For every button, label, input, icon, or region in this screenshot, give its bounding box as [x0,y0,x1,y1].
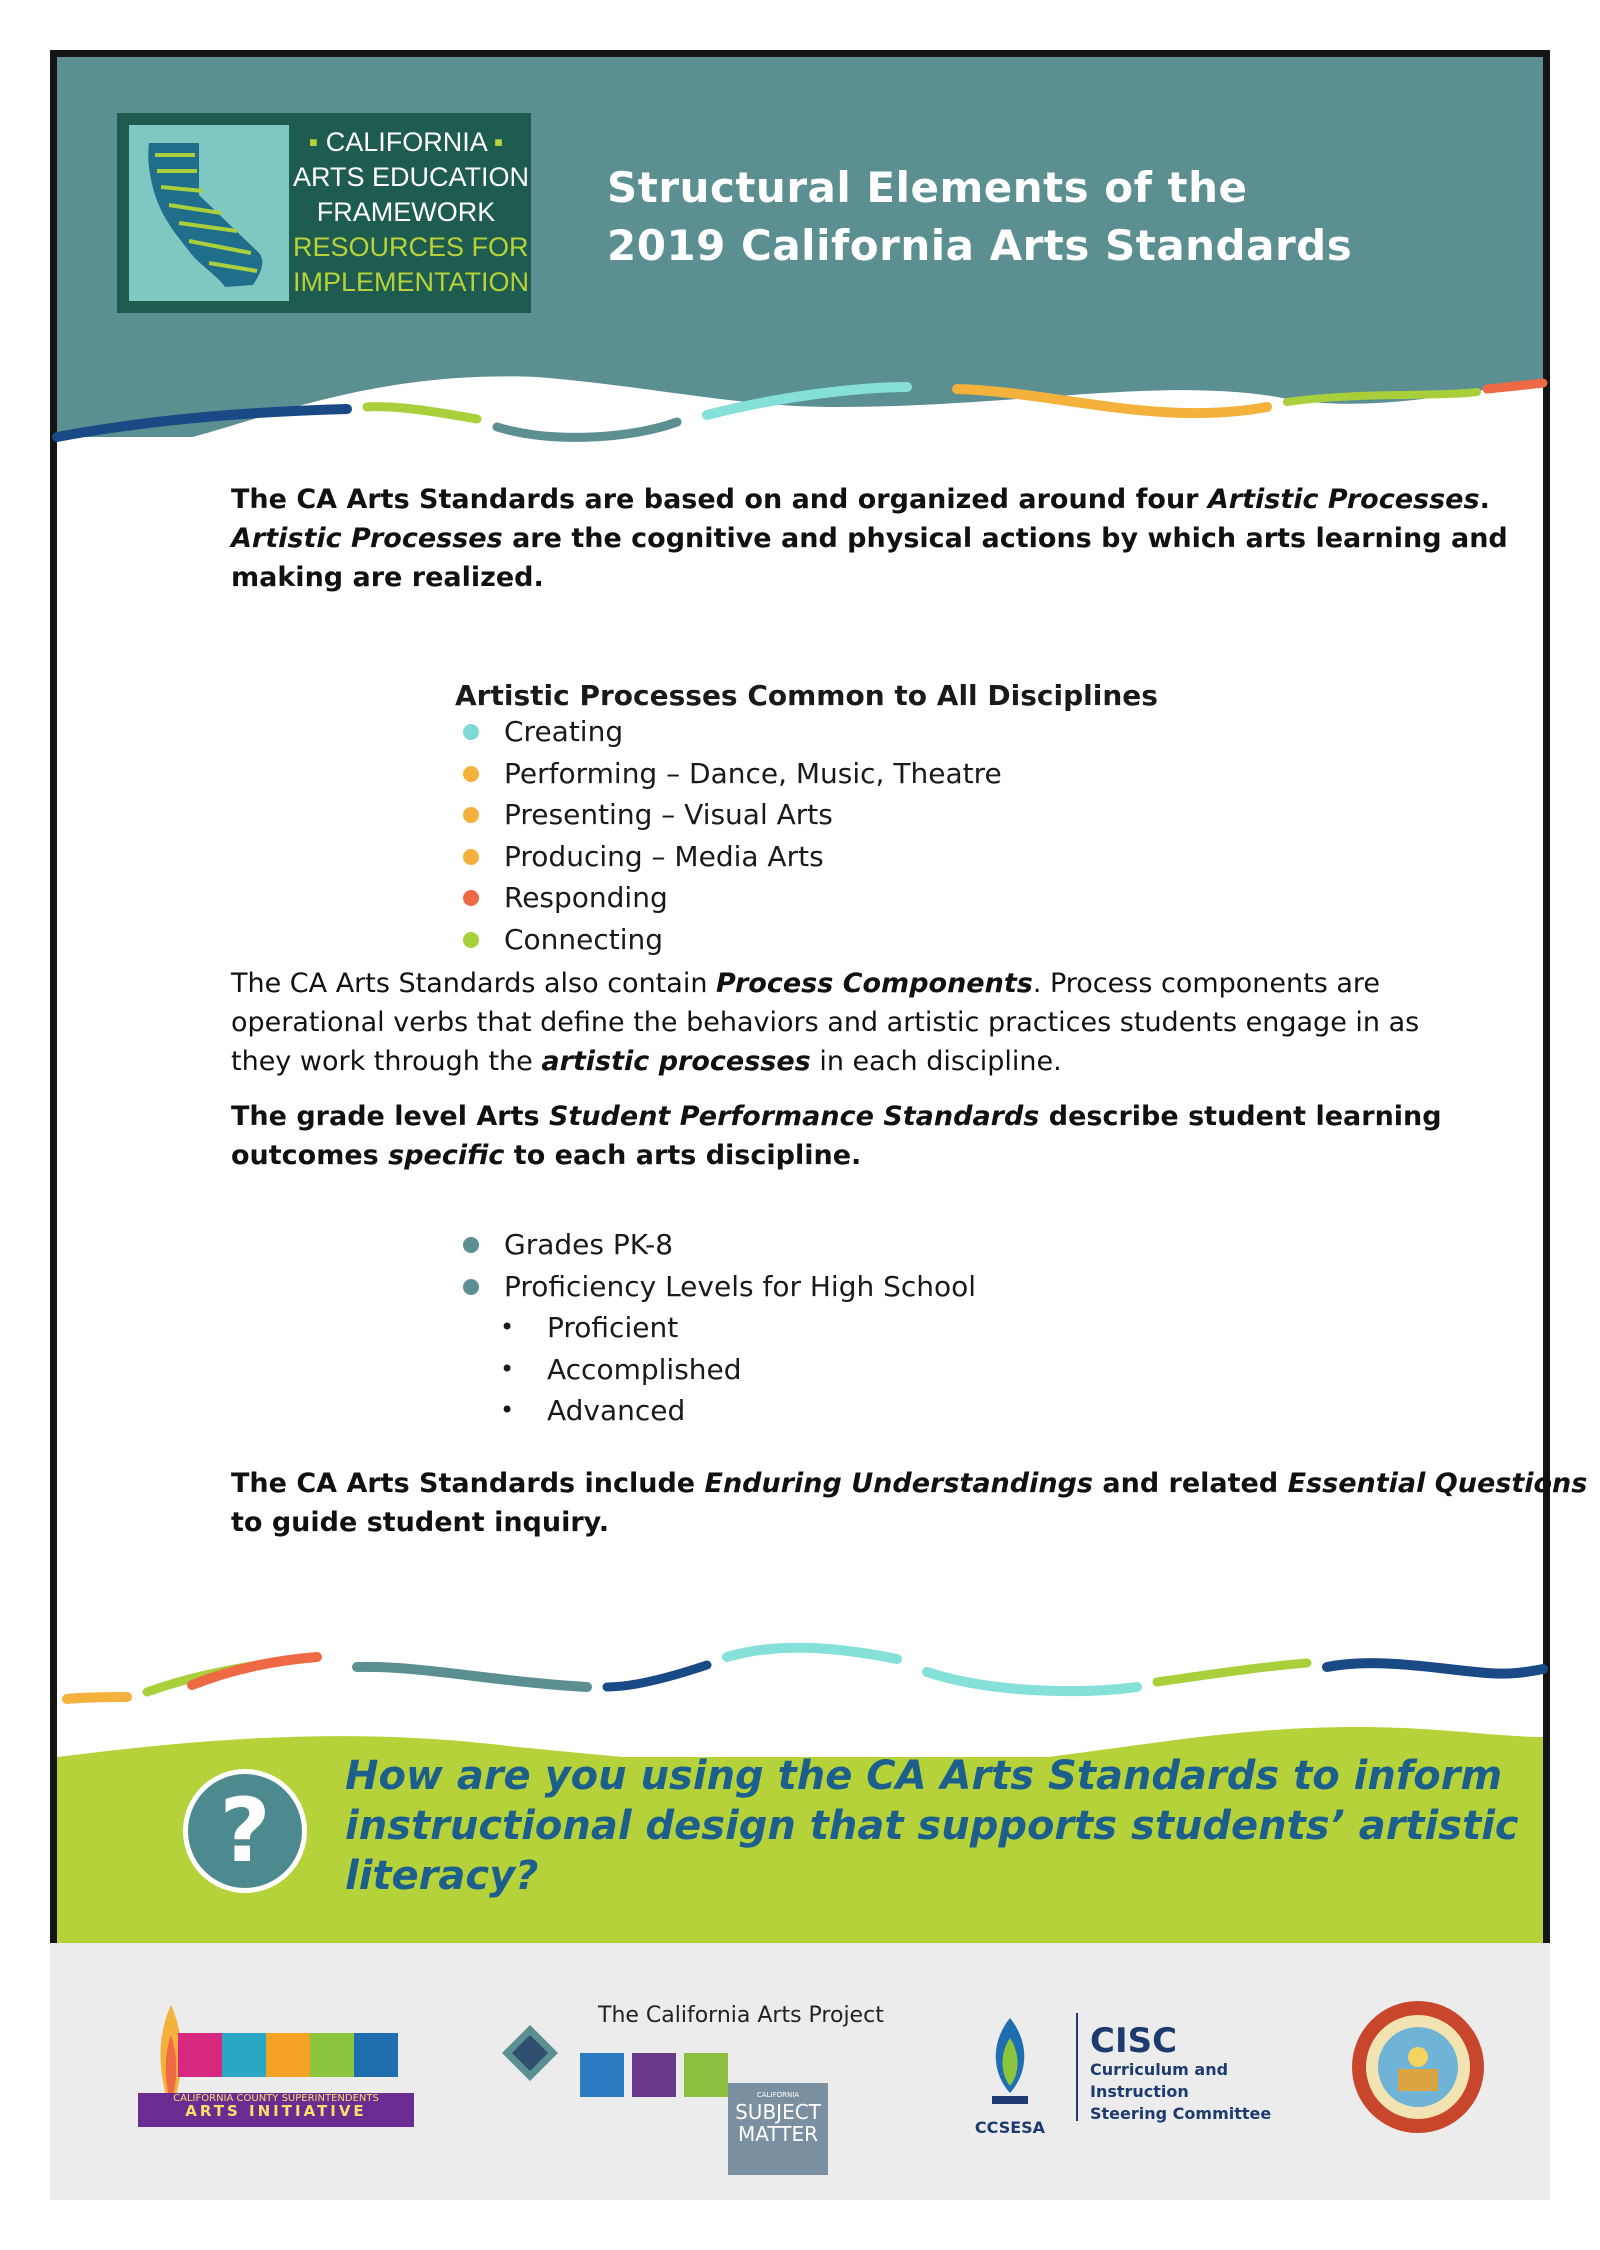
reflection-question [345,1751,1519,1901]
page-title-line-1: Structural Elements of the [607,163,1248,212]
process-label: Producing – Media Arts [504,839,824,873]
bullet-dot [463,724,479,740]
process-label: Creating [504,715,624,748]
components-text-3: operational verbs that define the behaviors and artistic practices students engage in as [231,1007,1420,1038]
performance-text-3: outcomes [231,1140,389,1171]
components-text-2: . Process components are [1032,968,1381,999]
square [178,2033,222,2077]
list-item [500,1390,742,1432]
level-label: Advanced [547,1394,686,1427]
logo-line-1: CALIFORNIA [325,127,487,157]
california-map-icon [129,125,289,301]
performance-term-2: specific [388,1140,505,1171]
theatre-icon [684,2053,728,2097]
list-item [500,1349,742,1391]
logo-line-3: FRAMEWORK [316,197,496,227]
bullet-icon: • [500,1396,515,1424]
bullet-dot [463,1237,479,1253]
list-item [457,1266,976,1308]
components-term-1: Process Components [716,968,1033,999]
performance-text-4: to each arts discipline. [504,1140,862,1171]
arts-initiative-small: CALIFORNIA COUNTY SUPERINTENDENTS [173,2093,379,2104]
bullet-dot [463,849,479,865]
dance-icon [632,2053,676,2097]
footer [50,1943,1550,2200]
bullet-icon: • [500,1354,515,1383]
torch-icon [980,2018,1040,2113]
level-label: Accomplished [547,1352,742,1386]
state-seal-icon [1350,1999,1486,2135]
subject-matter-line-1: SUBJECT [735,2100,821,2124]
components-text-4: they work through the [231,1046,542,1077]
enduring-text-2: and related [1092,1468,1288,1499]
subject-matter-badge [728,2083,828,2175]
enduring-text-1: The CA Arts Standards include [231,1468,705,1499]
intro-term-2: Artistic Processes [231,523,503,554]
intro-text-2: . [1479,484,1490,515]
list-item [500,1307,742,1349]
list-item [457,919,1002,961]
intro-text-4: making are realized. [231,562,544,593]
divider [1076,2013,1078,2121]
ccsesa-label: CCSESA [974,2118,1046,2137]
color-squares [178,2033,398,2083]
logo-line-4: RESOURCES FOR [293,232,529,262]
bullet-dot [463,807,479,823]
enduring-text-3: to guide student inquiry. [231,1507,610,1538]
square [310,2033,354,2077]
page-title-line-2: 2019 California Arts Standards [607,221,1353,270]
performance-term-1: Student Performance Standards [548,1101,1040,1132]
list-item [457,877,1002,919]
question-line-3: literacy? [345,1853,539,1899]
flyer-frame [50,50,1588,1950]
grades-list [457,1224,976,1307]
list-item [457,836,1002,878]
enduring-paragraph [231,1464,1588,1542]
cisc-title: CISC [1090,2021,1178,2061]
arts-project-logo [500,2003,920,2153]
list-item [457,1224,976,1266]
bullet-dot [463,890,479,906]
subject-matter-line-2: MATTER [738,2122,818,2146]
arts-initiative-big: ARTS INITIATIVE [185,2102,367,2120]
cisc-subtitle-line-2: Steering Committee [1090,2104,1272,2123]
logo-line-2: ARTS EDUCATION [293,162,530,192]
diamond-icon [500,2023,560,2083]
components-paragraph [231,964,1481,1081]
list-item [457,753,1002,795]
cisc-logo [1090,2023,1310,2123]
bullet-dot [463,1279,479,1295]
subject-matter-small: CALIFORNIA [756,2091,800,2099]
bullet-icon: • [500,1313,515,1341]
process-label: Responding [504,881,668,914]
music-icon [580,2053,624,2097]
performance-paragraph [231,1097,1481,1175]
list-item [457,711,1002,753]
processes-heading: Artistic Processes Common to All Disciplines [455,679,1158,712]
components-term-2: artistic processes [541,1046,811,1077]
components-text-1: The CA Arts Standards also contain [231,968,717,999]
performance-text-1: The grade level Arts [231,1101,549,1132]
performance-text-2: describe student learning [1039,1101,1442,1132]
grade-label: Proficiency Levels for High School [504,1269,977,1303]
processes-list [457,711,1002,960]
square [266,2033,310,2077]
page-title [607,159,1507,275]
intro-text-3: are the cognitive and physical actions by which arts learning and [502,523,1508,554]
framework-logo [117,113,531,313]
process-label: Presenting – Visual Arts [504,798,833,831]
level-label: Proficient [547,1311,679,1344]
cisc-subtitle [1090,2059,1310,2125]
square [222,2033,266,2077]
arts-initiative-logo [138,2013,414,2123]
framework-logo-text: ▪ CALIFORNIA ▪ ARTS EDUCATION FRAMEWORK RESOURCES FOR IMPLEMENTATION [293,125,519,300]
list-item [457,794,1002,836]
intro-text-1: The CA Arts Standards are based on and organized around four [231,484,1208,515]
arts-initiative-caption [138,2093,414,2127]
question-line-1: How are you using the CA Arts Standards to inform [345,1753,1503,1799]
intro-paragraph [231,480,1508,597]
components-text-5: in each discipline. [810,1046,1062,1077]
enduring-term-1: Enduring Understandings [704,1468,1093,1499]
intro-term-1: Artistic Processes [1207,484,1480,515]
ccsesa-logo [960,2018,1070,2148]
bullet-dot [463,932,479,948]
arts-project-title: The California Arts Project [598,2003,884,2028]
grade-label: Grades PK-8 [504,1228,674,1261]
square [354,2033,398,2077]
question-line-2: instructional design that supports students’ artistic [345,1803,1519,1849]
enduring-term-2: Essential Questions [1287,1468,1588,1499]
logo-line-5: IMPLEMENTATION [293,267,530,297]
process-label: Performing – Dance, Music, Theatre [504,756,1002,790]
cisc-subtitle-line-1: Curriculum and Instruction [1090,2060,1229,2101]
process-label: Connecting [504,922,664,956]
bullet-dot [463,766,479,782]
proficiency-levels-list [500,1307,742,1432]
question-mark-icon: ? [183,1769,307,1893]
